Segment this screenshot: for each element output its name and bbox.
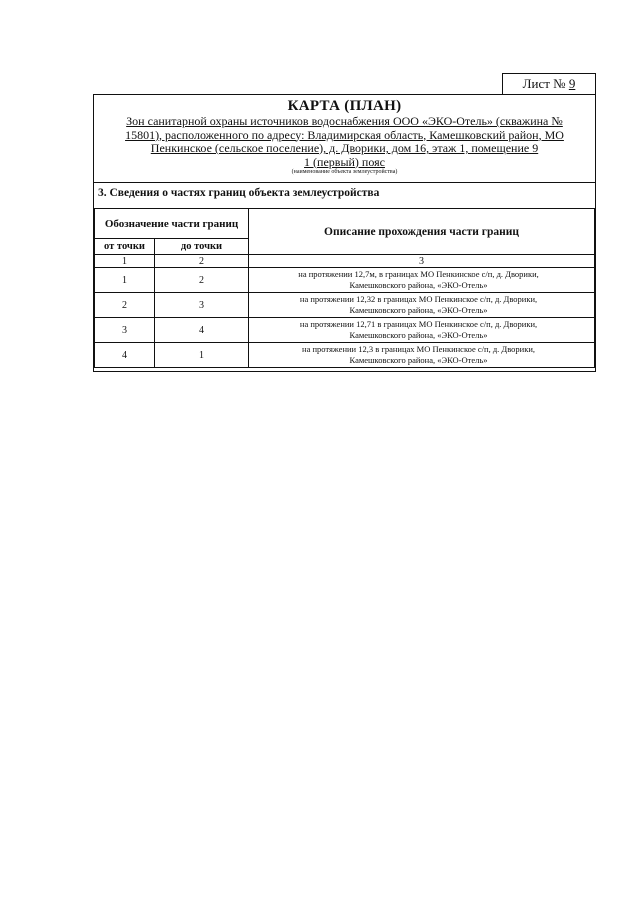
- document-frame: [93, 94, 596, 372]
- col-to-header: до точки: [155, 239, 249, 255]
- description-line: на протяжении 12,32 в границах МО Пенкинское с/п, д. Дворики,: [299, 294, 538, 304]
- boundary-description: [249, 268, 595, 293]
- from-point: 2: [95, 293, 155, 318]
- description-line: Камешковского района, «ЭКО-Отель»: [349, 330, 488, 340]
- from-point: 1: [95, 268, 155, 293]
- table-row: [95, 268, 595, 293]
- col-group-header: Обозначение части границ: [95, 209, 249, 239]
- description-line-1: Зон санитарной охраны источников водоснабжения ООО «ЭКО-Отель» (скважина №: [126, 114, 563, 128]
- description-line: на протяжении 12,3 в границах МО Пенкинское с/п, д. Дворики,: [302, 344, 536, 354]
- sheet-number: 9: [568, 76, 576, 91]
- description-line-3: Пенкинское (сельское поселение), д. Дворики, дом 16, этаж 1, помещение 9: [150, 141, 539, 155]
- to-point: 2: [155, 268, 249, 293]
- column-number: 1: [95, 255, 155, 268]
- from-point: 4: [95, 343, 155, 368]
- table-row: [95, 343, 595, 368]
- column-number-row: [95, 255, 595, 268]
- col-desc-header: Описание прохождения части границ: [249, 209, 595, 255]
- column-number: 3: [249, 255, 595, 268]
- zone-caption: (наименование объекта землеустройства): [291, 168, 398, 175]
- section-title: 3. Сведения о частях границ объекта землеустройства: [94, 182, 595, 204]
- description-line: на протяжении 12,71 в границах МО Пенкинское с/п, д. Дворики,: [299, 319, 538, 329]
- zone-name: 1 (первый) пояс: [304, 154, 385, 169]
- table-row: [95, 293, 595, 318]
- col-from-header: от точки: [95, 239, 155, 255]
- description-line: Камешковского района, «ЭКО-Отель»: [349, 355, 488, 365]
- description-line-2: 15801), расположенного по адресу: Владимирская область, Камешковский район, МО: [125, 127, 564, 142]
- to-point: 3: [155, 293, 249, 318]
- boundary-description: [249, 318, 595, 343]
- boundary-description: [249, 343, 595, 368]
- to-point: 1: [155, 343, 249, 368]
- description-line: на протяжении 12,7м, в границах МО Пенкинское с/п, д. Дворики,: [298, 269, 539, 279]
- page-title: КАРТА (ПЛАН): [287, 98, 402, 114]
- description-line: Камешковского района, «ЭКО-Отель»: [349, 280, 488, 290]
- description-line: Камешковского района, «ЭКО-Отель»: [349, 305, 488, 315]
- boundary-parts-table: [94, 208, 595, 368]
- boundary-description: [249, 293, 595, 318]
- map-header: [94, 95, 595, 181]
- sheet-number-box: [502, 73, 596, 95]
- column-number: 2: [155, 255, 249, 268]
- object-description: [94, 115, 595, 156]
- from-point: 3: [95, 318, 155, 343]
- table-row: [95, 318, 595, 343]
- sheet-label: Лист №: [522, 76, 566, 91]
- to-point: 4: [155, 318, 249, 343]
